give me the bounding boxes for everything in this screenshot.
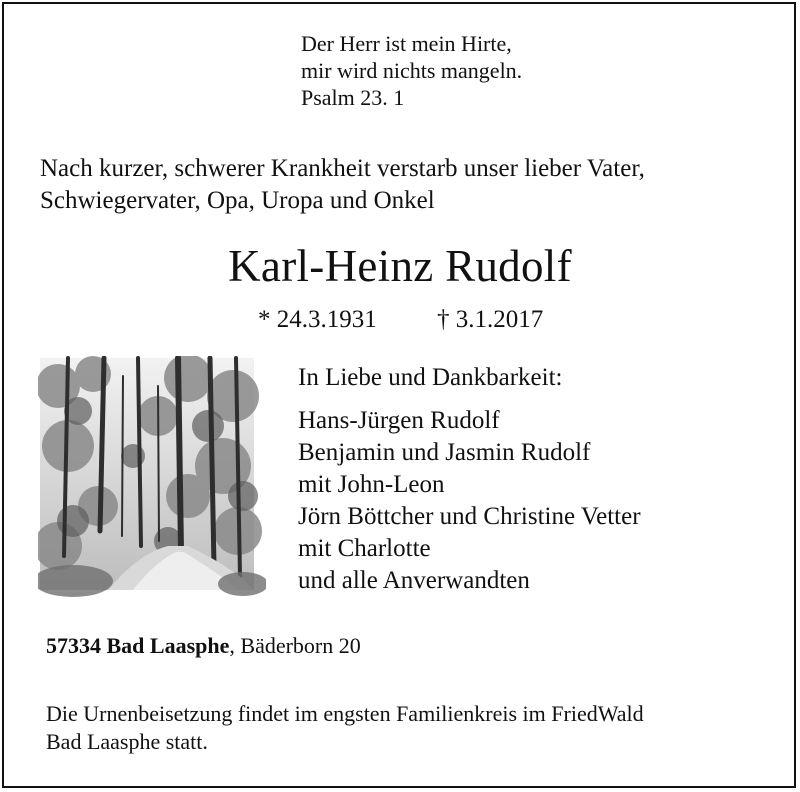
psalm-reference: Psalm 23. 1	[301, 85, 405, 110]
thanks-heading: In Liebe und Dankbarkeit:	[298, 364, 563, 391]
deceased-name: Karl-Heinz Rudolf	[228, 241, 572, 291]
death-date: † 3.1.2017	[437, 306, 544, 333]
mourner-name: und alle Anverwandten	[298, 567, 530, 594]
mourner-name: Jörn Böttcher und Christine Vetter	[298, 503, 641, 530]
intro-line-1: Nach kurzer, schwerer Krankheit verstarb unser lieber Vater,	[40, 155, 645, 182]
birth-date: * 24.3.1931	[258, 306, 377, 333]
burial-line-1: Die Urnenbeisetzung findet im engsten Familienkreis im FriedWald	[46, 701, 644, 726]
mourner-name: Hans-Jürgen Rudolf	[298, 407, 500, 434]
psalm-line-1: Der Herr ist mein Hirte,	[301, 31, 512, 56]
burial-line-2: Bad Laasphe statt.	[46, 729, 208, 754]
mourners-list	[298, 405, 641, 597]
forest-path-photo	[38, 356, 266, 604]
burial-info	[46, 700, 644, 756]
address	[46, 632, 361, 660]
mourner-name: mit Charlotte	[298, 535, 431, 562]
intro-line-2: Schwiegervater, Opa, Uropa und Onkel	[40, 187, 435, 214]
address-street: , Bäderborn 20	[229, 633, 361, 658]
mourner-name: mit John-Leon	[298, 471, 445, 498]
psalm-quote	[301, 30, 522, 111]
intro-text	[40, 153, 645, 217]
address-city: 57334 Bad Laasphe	[46, 633, 230, 658]
psalm-line-2: mir wird nichts mangeln.	[301, 58, 523, 83]
mourner-name: Benjamin und Jasmin Rudolf	[298, 439, 591, 466]
